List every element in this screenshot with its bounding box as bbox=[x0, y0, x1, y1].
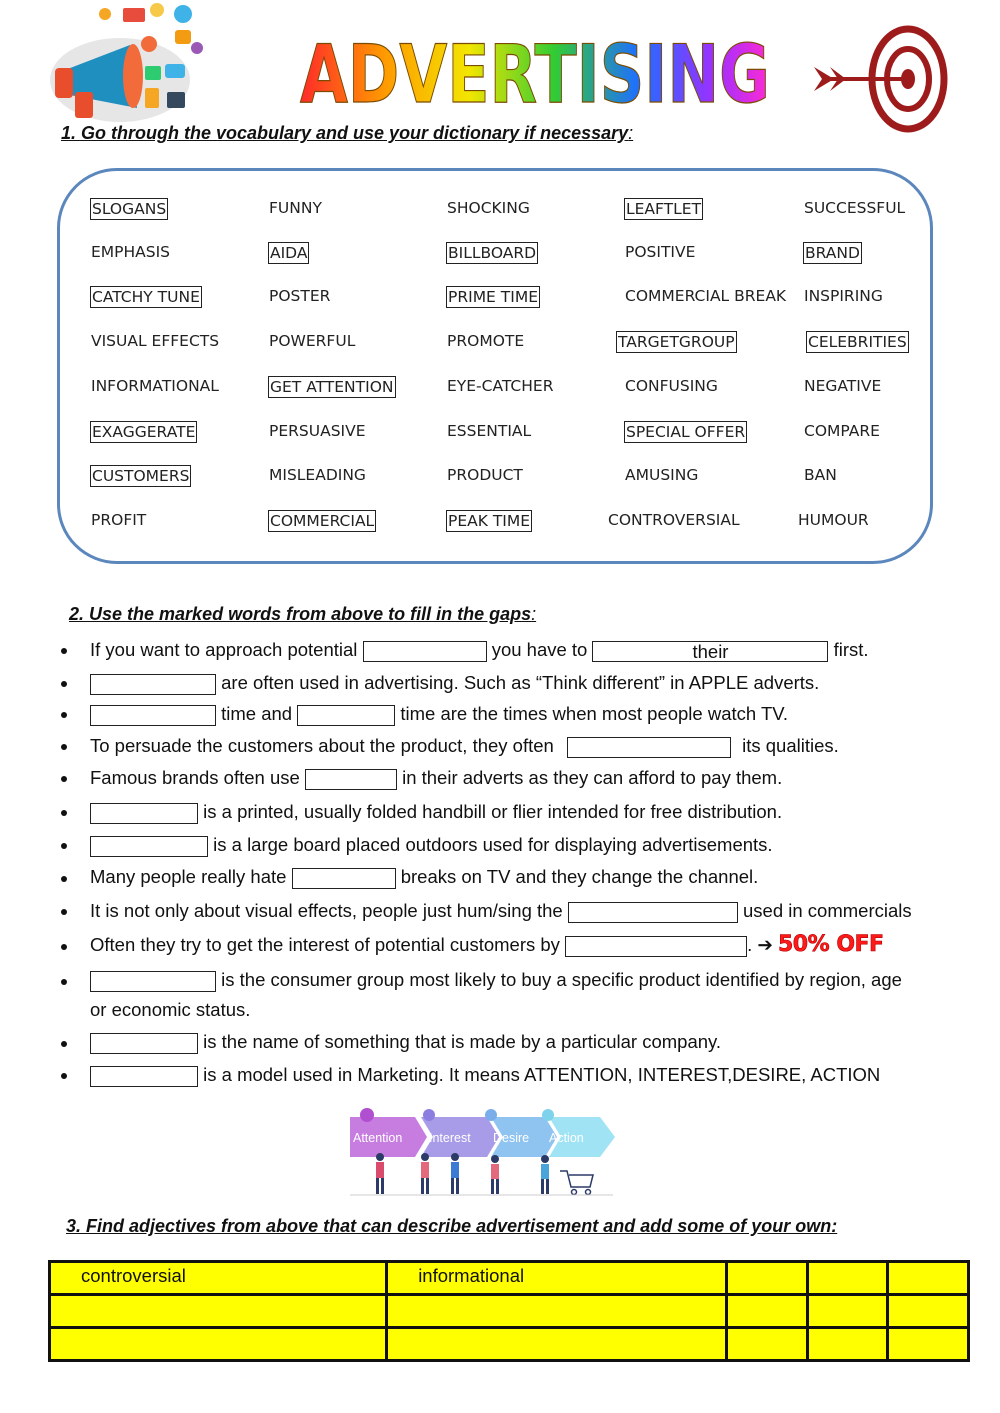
sentence-9: It is not only about visual effects, people just hum/sing the used in commercials bbox=[90, 900, 912, 921]
vocabulary-word: POSITIVE bbox=[625, 243, 696, 261]
bullet bbox=[61, 909, 67, 915]
vocabulary-word: MISLEADING bbox=[269, 466, 366, 484]
bullet bbox=[61, 979, 67, 985]
vocabulary-word: COMMERCIAL BREAK bbox=[625, 287, 787, 305]
vocabulary-word: CUSTOMERS bbox=[92, 467, 190, 485]
table-row bbox=[50, 1295, 969, 1328]
vocabulary-word: CATCHY TUNE bbox=[92, 288, 200, 306]
vocabulary-word: ESSENTIAL bbox=[447, 422, 532, 440]
vocabulary-word: HUMOUR bbox=[798, 511, 869, 529]
table-cell[interactable] bbox=[387, 1328, 727, 1361]
vocabulary-word: CONTROVERSIAL bbox=[608, 511, 740, 529]
bullet bbox=[61, 944, 67, 950]
bullet bbox=[61, 681, 67, 687]
vocabulary-word: TARGETGROUP bbox=[618, 333, 735, 351]
megaphone-icon bbox=[45, 0, 215, 125]
title-wordart bbox=[295, 20, 775, 120]
vocabulary-word: AIDA bbox=[270, 244, 308, 262]
table-row bbox=[50, 1328, 969, 1361]
vocabulary-word: EYE-CATCHER bbox=[447, 377, 554, 395]
vocabulary-word: COMPARE bbox=[804, 422, 880, 440]
vocabulary-word: PEAK TIME bbox=[448, 512, 531, 530]
vocabulary-word: PROFIT bbox=[91, 511, 147, 529]
answer-gap[interactable] bbox=[90, 674, 216, 695]
table-cell[interactable]: informational bbox=[387, 1262, 727, 1295]
sentence-13: is a model used in Marketing. It means ATTENTION, INTEREST,DESIRE, ACTION bbox=[90, 1063, 880, 1087]
vocabulary-word: BAN bbox=[804, 466, 837, 484]
vocabulary-word: GET ATTENTION bbox=[270, 378, 394, 396]
bullet bbox=[61, 744, 67, 750]
table-row bbox=[50, 1262, 969, 1295]
table-cell[interactable] bbox=[807, 1295, 888, 1328]
vocabulary-word: PRIME TIME bbox=[448, 288, 538, 306]
aida-arrow-action bbox=[542, 1109, 615, 1157]
bullet bbox=[61, 1041, 67, 1047]
aida-illustration bbox=[345, 1105, 620, 1200]
aida-label: Desire bbox=[493, 1131, 530, 1145]
vocabulary-word: NEGATIVE bbox=[804, 377, 882, 395]
sentence-4: To persuade the customers about the product, they often its qualities. bbox=[90, 735, 839, 756]
vocabulary-word: PERSUASIVE bbox=[269, 422, 366, 440]
bullet bbox=[61, 1073, 67, 1079]
vocabulary-word: EMPHASIS bbox=[91, 243, 171, 261]
table-cell[interactable] bbox=[888, 1262, 969, 1295]
bullet bbox=[61, 776, 67, 782]
vocabulary-word: POSTER bbox=[269, 287, 331, 305]
table-cell[interactable]: controversial bbox=[50, 1262, 387, 1295]
section3-title: 3. Find adjectives from above that can describe advertisement and add some of your own: bbox=[66, 1216, 838, 1236]
sentence-1: If you want to approach potential you have to their first. bbox=[90, 639, 869, 662]
sentence-5: Famous brands often use in their adverts as they can afford to pay them. bbox=[90, 767, 783, 788]
sentence-6: is a printed, usually folded handbill or flier intended for free distribution. bbox=[90, 800, 782, 824]
vocabulary-word: VISUAL EFFECTS bbox=[91, 332, 220, 350]
aida-arrow-attention bbox=[350, 1108, 427, 1157]
bullet bbox=[61, 876, 67, 882]
sentence-10: Often they try to get the interest of potential customers by . ➔ 50% OFF bbox=[90, 932, 884, 957]
table-cell[interactable] bbox=[726, 1328, 807, 1361]
vocabulary-word: INFORMATIONAL bbox=[91, 377, 219, 395]
sentence-12: is the name of something that is made by a particular company. bbox=[90, 1030, 721, 1054]
vocabulary-word: CELEBRITIES bbox=[808, 333, 907, 351]
answer-gap[interactable]: their bbox=[592, 641, 828, 662]
vocabulary-word: BILLBOARD bbox=[448, 244, 537, 262]
table-cell[interactable] bbox=[726, 1262, 807, 1295]
answer-gap[interactable] bbox=[90, 803, 198, 824]
special-offer-label: 50% OFF bbox=[778, 932, 884, 957]
vocabulary-word: SHOCKING bbox=[447, 199, 530, 217]
vocabulary-word: FUNNY bbox=[269, 199, 322, 217]
vocabulary-word: INSPIRING bbox=[804, 287, 883, 305]
vocabulary-word: POWERFUL bbox=[269, 332, 356, 350]
table-cell[interactable] bbox=[387, 1295, 727, 1328]
sentence-2: are often used in advertising. Such as “Think different” in APPLE adverts. bbox=[90, 671, 819, 695]
vocabulary-word: PRODUCT bbox=[447, 466, 523, 484]
answer-gap[interactable] bbox=[90, 705, 216, 726]
bullet bbox=[61, 810, 67, 816]
answer-gap[interactable] bbox=[90, 836, 208, 857]
target-icon bbox=[810, 25, 950, 135]
answer-gap[interactable] bbox=[305, 769, 397, 790]
adjectives-table bbox=[48, 1260, 970, 1362]
aida-label: Action bbox=[549, 1131, 584, 1145]
bullet bbox=[61, 843, 67, 849]
vocabulary-word: BRAND bbox=[805, 244, 860, 262]
vocabulary-word: PROMOTE bbox=[447, 332, 525, 350]
answer-gap[interactable] bbox=[568, 902, 738, 923]
vocabulary-word: LEAFTLET bbox=[626, 200, 702, 218]
vocabulary-word: AMUSING bbox=[625, 466, 699, 484]
bullet bbox=[61, 648, 67, 654]
table-cell[interactable] bbox=[888, 1328, 969, 1361]
vocabulary-word: SUCCESSFUL bbox=[804, 199, 906, 217]
sentence-8: Many people really hate breaks on TV and they change the channel. bbox=[90, 866, 759, 887]
sentence-11: is the consumer group most likely to buy a specific product identified by region, age bbox=[90, 968, 902, 992]
vocabulary-word: CONFUSING bbox=[625, 377, 718, 395]
sentence-3: time and time are the times when most people watch TV. bbox=[90, 702, 788, 726]
table-cell[interactable] bbox=[50, 1328, 387, 1361]
answer-gap[interactable] bbox=[90, 1033, 198, 1054]
aida-label: Interest bbox=[429, 1131, 471, 1145]
vocabulary-box bbox=[57, 168, 933, 564]
answer-gap[interactable] bbox=[567, 737, 731, 758]
answer-gap[interactable] bbox=[565, 936, 747, 957]
table-cell[interactable] bbox=[807, 1328, 888, 1361]
answer-gap[interactable] bbox=[292, 868, 396, 889]
section1-title: 1. Go through the vocabulary and use your dictionary if necessary: bbox=[61, 123, 634, 143]
page-title: ADVERTISING bbox=[300, 28, 770, 121]
section2-title: 2. Use the marked words from above to fill in the gaps: bbox=[69, 604, 537, 624]
answer-gap[interactable] bbox=[363, 641, 487, 662]
sentence-7: is a large board placed outdoors used for displaying advertisements. bbox=[90, 833, 773, 857]
sentence-11-continued: or economic status. bbox=[90, 999, 251, 1020]
vocabulary-word: SLOGANS bbox=[92, 200, 167, 218]
table-cell[interactable] bbox=[888, 1295, 969, 1328]
table-cell[interactable] bbox=[807, 1262, 888, 1295]
vocabulary-word: COMMERCIAL bbox=[270, 512, 375, 530]
table-cell[interactable] bbox=[726, 1295, 807, 1328]
answer-gap[interactable] bbox=[297, 705, 395, 726]
vocabulary-word: SPECIAL OFFER bbox=[626, 423, 746, 441]
bullet bbox=[61, 712, 67, 718]
answer-gap[interactable] bbox=[90, 1066, 198, 1087]
table-cell[interactable] bbox=[50, 1295, 387, 1328]
aida-label: Attention bbox=[353, 1131, 403, 1145]
answer-gap[interactable] bbox=[90, 971, 216, 992]
vocabulary-word: EXAGGERATE bbox=[92, 423, 196, 441]
